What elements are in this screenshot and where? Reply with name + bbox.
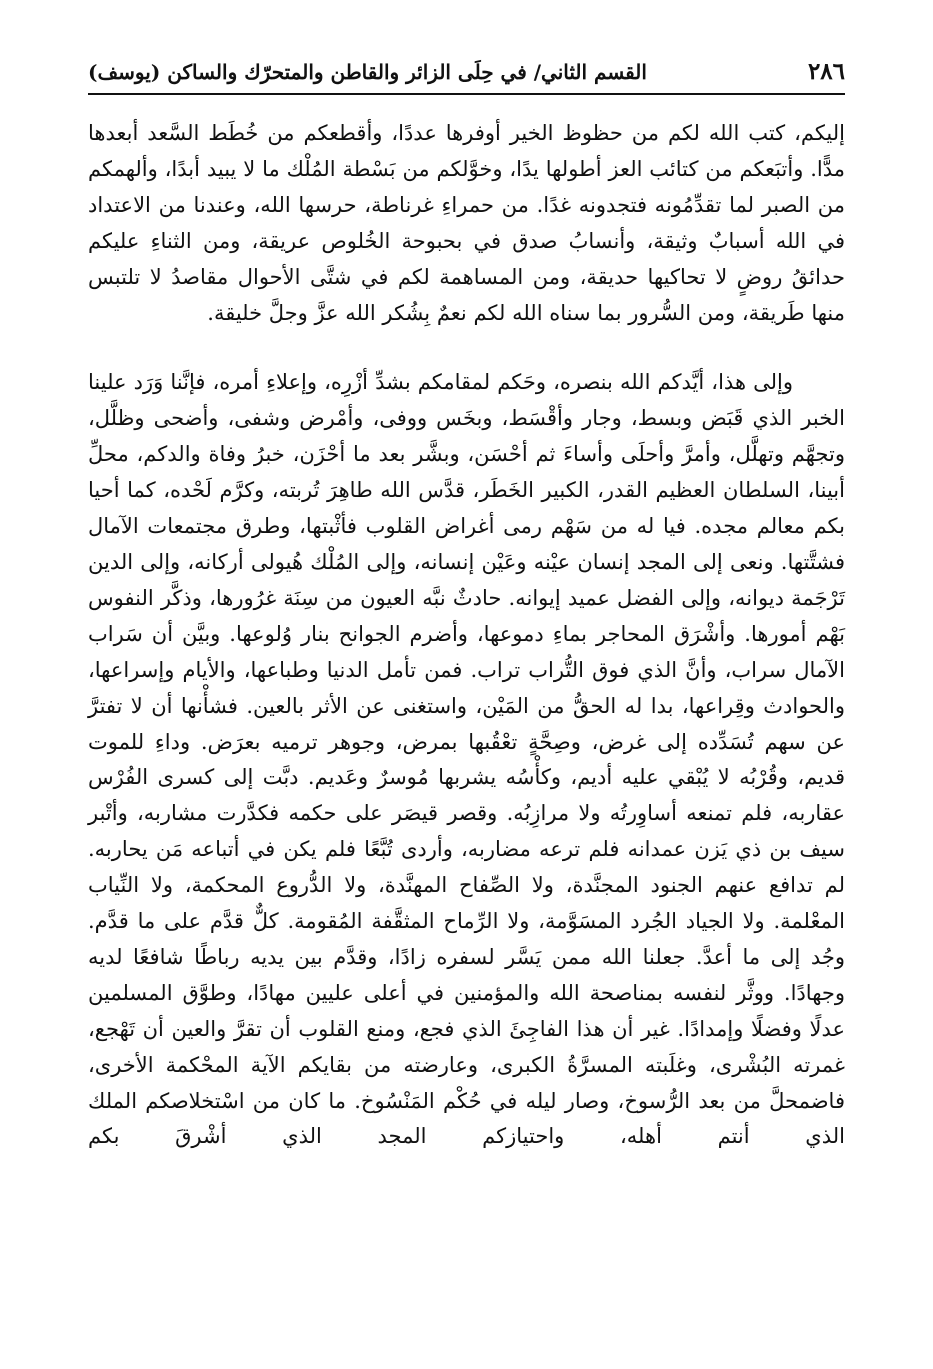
header-divider	[88, 93, 845, 95]
paragraph-2: وإلى هذا، أيَّدكم الله بنصره، وحَكم لمقامكم بشدِّ أزْرِه، وإعلاءِ أمره، فإنَّنا وَرَد علينا الخبر الذي قَبَض وبسط، وجار وأقْسَط، وبخَس ووفى، وأمْرض وشفى، وأضحى وظلَّل، وتجهَّم وتهلَّل، وأمرَّ وأحلَى وأساءَ ثم أحْسَن، وبشَّر بعد ما أحْزَن، خبرُ وفاة والدكم، محلِّ أبينا، السلطان العظيم القدر، الكبير الخَطَر، قدَّس الله طاهِرَ تُربته، وكرَّم لَحْده، كما أحيا بكم معالم مجده. فيا له من سَهْم رمى أغراض القلوب فأثْبتها، وطرق مجتمعات الآمال فشتَّتها. ونعى إلى المجد إنسان عيْنه وعَيْن إنسانه، وإلى المُلْك هُيولى أركانه، وإلى الدين تَرْجَمة ديوانه، وإلى الفضل عميد إيوانه. حادثٌ نبَّه العيون من سِنَة غرُورها، وذكَّر النفوس بَهْم أمورها. وأشْرَق المحاجر بماءِ دموعها، وأضرم الجوانح بنار وُلوعها. وبيَّن أن سَراب الآمال سراب، وأنَّ الذي فوق التُّراب تراب. فمن تأمل الدنيا وطباعها، والأيام وإسراعها، والحوادث وقِراعها، بدا له الحقُّ من المَيْن، واستغنى عن الأثر بالعين. فشأْنها أن لا تفترَّ عن سهم تُسَدِّده إلى غرض، وصِحَّةٍ تعْقُبها بمرض، وجوهر ترميه بعرَض. وداءِ للموت قديم، وقُرْبُه لا يُبْقي عليه أديم، وكأْسُه يشربها مُوسرٌ وعَديم. دبَّت إلى كسرى الفُرْس عقاربه، فلم تمنعه أساوِرتُه ولا مرازِبُه. وقصر قيصَر على حكمه فكدَّرت مشاربه، وأتْبر سيف بن ذي يَزن عمدانه فلم ترعه مضاربه، وأردى تُبَّعًا فلم يكن في أتباعه مَن يحاربه. لم تدافع عنهم الجنود المجنَّدة، ولا الصِّفاح المهنَّدة، ولا الدُّروع المحكمة، ولا النِّياب المعْلمة. ولا الجياد الجُرد المسَوَّمة، ولا الرِّماح المثقَّفة المُقومة. كلٌّ قدَّم على ما قدَّم. وجُد إلى ما أعدَّ. جعلنا الله ممن يَسَّر لسفره زادًا، وقدَّم بين يديه رباطًا شافعًا لديه وجهادًا. ووثَّر لنفسه بمناصحة الله والمؤمنين في أعلى عليين مهادًا، وطوَّق المسلمين عدلًا وفضلًا وإمدادًا. غير أن هذا الفاجِئَ الذي فجع، ومنع القلوب أن تقرَّ والعين أن تَهْجع، غمرته البُشْرى، وغلَبته المسرَّةُ الكبرى، وعارضته من بقايكم الآية المحْكمة الأخرى، فاضمحلَّ من بعد الرُّسوخ، وصار ليله في حُكْم المَنْسُوخ. ما كان من اسْتخلاصكم الملك الذي أنتم أهله، واحتيازكم المجد الذي أشْرقَ بكم	[88, 370, 845, 1149]
paragraph-1: إليكم، كتب الله لكم من حظوظ الخير أوفرها عددًا، وأقطعكم من خُطَط السَّعد أبعدها مدًّا. وأتبَعكم من كتائب العز أطولها يدًا، وخوَّلكم من بَسْطة المُلْك ما لا يبيد أبدًا، وألهمكم من الصبر لما تقدِّمُونه فتجدونه غدًا. من حمراءِ غرناطة، حرسها الله، وعندنا من الاعتداد في الله أسبابٌ وثيقة، وأنسابُ صدق في بحبوحة الخُلوص عريقة، ومن الثناءِ عليكم حدائقُ روضٍ لا تحاكيها حديقة، ومن المساهمة لكم في شتَّى الأحوال مقاصدُ لا تلتبس منها طَريقة، ومن السُّرور بما سناه الله لكم نعمٌ بِشُكر الله عزَّ وجلَّ خليقة.	[88, 121, 845, 325]
page-number: ٢٨٦	[807, 58, 845, 85]
running-title: القسم الثاني/ في حِلَى الزائر والقاطن والمتحرّك والساكن (يوسف)	[88, 60, 647, 84]
body-text	[88, 116, 845, 1155]
page-header	[88, 52, 845, 90]
